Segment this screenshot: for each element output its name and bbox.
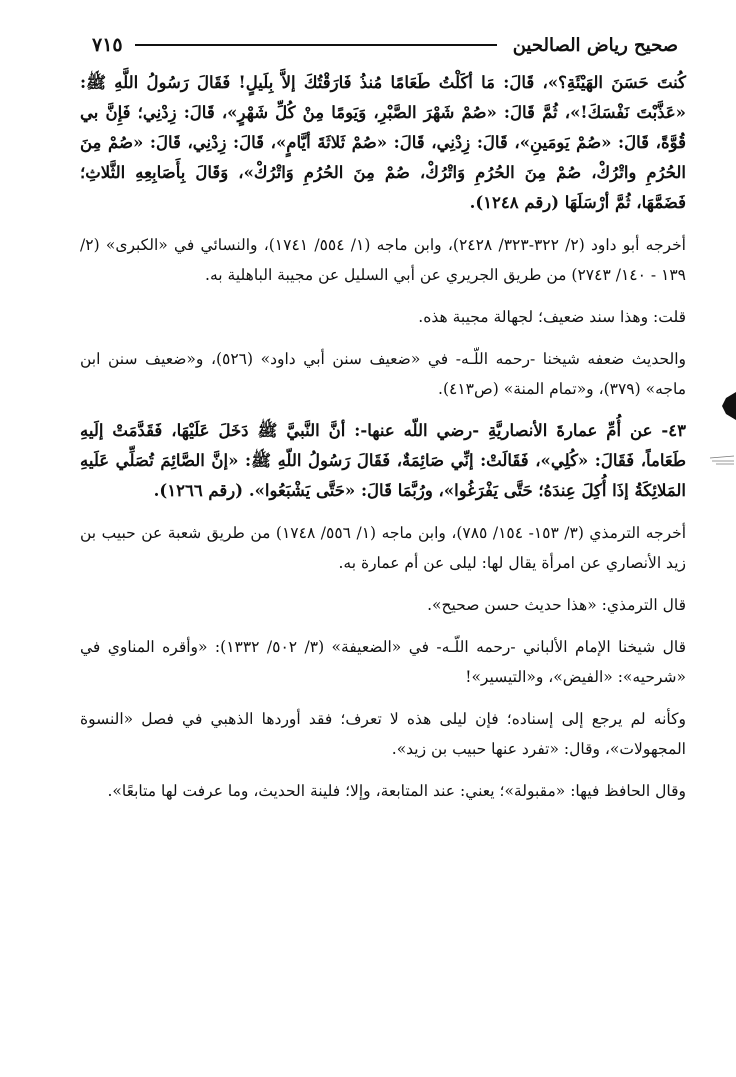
isnad-comment: قلت: وهذا سند ضعيف؛ لجهالة مجيبة هذه.	[418, 308, 686, 326]
page-edge-lines	[708, 455, 736, 465]
tirmidhi-grading: قال الترمذي: «هذا حديث حسن صحيح».	[427, 596, 686, 614]
albani-comment: قال شيخنا الإمام الألباني -رحمه اللّـه- في «الضعيفة» (٣/ ٥٠٢/ ١٣٣٢): «وأقره المناوي في «شرحيه»: «الفيض»، و«التيسير»!	[80, 638, 687, 686]
header-rule	[135, 44, 497, 46]
hafiz-comment: وقال الحافظ فيها: «مقبولة»؛ يعني: عند المتابعة، وإلا؛ فلينة الحديث، وما عرفت لها متابعًا».	[107, 782, 686, 800]
grading-note: والحديث ضعفه شيخنا -رحمه اللّـه- في «ضعيف سنن أبي داود» (٥٢٦)، و«ضعيف سنن ابن ماجه» (٣٧٩)، و«تمام المنة» (ص٤١٣).	[80, 350, 686, 398]
running-header	[92, 28, 678, 62]
takhrij-note: أخرجه أبو داود (٢/ ٣٢٢-٣٢٣/ ٢٤٢٨)، وابن ماجه (١/ ٥٥٤/ ١٧٤١)، والنسائي في «الكبرى» (٢/ ١٣٩ - ١٤٠/ ٢٧٤٣) من طريق الجريري عن أبي السليل عن مجيبة الباهلية به.	[80, 236, 686, 284]
takhrij-note-43: أخرجه الترمذي (٣/ ١٥٣- ١٥٤/ ٧٨٥)، وابن ماجه (١/ ٥٥٦/ ١٧٤٨) من طريق شعبة عن حبيب بن زيد الأنصاري عن امرأة يقال لها: ليلى عن أم عمارة به.	[80, 524, 687, 572]
page-number: ٧١٥	[92, 34, 123, 56]
book-title: صحيح رياض الصالحين	[512, 34, 678, 56]
hadith-text-continued: كُنتَ حَسَنَ الهَيْئَةِ؟»، قَالَ: مَا أكَلْتُ طَعَامًا مُنذُ فَارَقْتُكَ إلاَّ بِلَيلٍ! فَقَالَ رَسُولُ اللَّهِ ﷺ: «عَذَّبْتَ نَفْسَكَ!»، ثُمَّ قَالَ: «صُمْ شَهْرَ الصَّبْرِ، وَيَومًا مِنْ كُلِّ شَهْرٍ»، قَالَ: زِدْنِي؛ فَإِنَّ بي قُوَّةً، قَالَ: «صُمْ يَومَينِ»، قَالَ: زِدْنِي، قَالَ: «صُمْ ثَلاثَةَ أيَّامٍ»، قَالَ: زِدْنِي، قَالَ: «صُمْ مِنَ الحُرُمِ واتْرُكْ، صُمْ مِنَ الحُرُمِ وَاتْرُكْ، صُمْ مِنَ الحُرُمِ وَاتْرُكْ»، وَقَالَ بِأَصَابِعِهِ الثَّلاثِ؛ فَضَمَّهَا، ثُمَّ أرْسَلَهَا (رقم ١٢٤٨).	[80, 73, 686, 212]
hadith-43: ٤٣- عن أُمِّ عمارةَ الأنصاريَّةِ -رضي اللّه عنها-: أنَّ النَّبيَّ ﷺ دَخَلَ عَلَيْهَا، فَقَدَّمَتْ إلَيهِ طَعَاماً، فَقَالَ: «كُلِي»، فَقَالَتْ: إنِّي صَائِمَةٌ، فَقَالَ رَسُولُ اللّهِ ﷺ: «إنَّ الصَّائِمَ تُصَلِّي عَلَيهِ المَلائِكَةُ إذَا أُكِلَ عِندَهُ؛ حَتَّى يَفْرَغُوا»، ورُبَّمَا قَالَ: «حَتَّى يَشْبَعُوا». (رقم ١٢٦٦).	[80, 421, 686, 500]
page-body	[80, 68, 686, 806]
narrator-comment: وكأنه لم يرجع إلى إسناده؛ فإن ليلى هذه لا تعرف؛ فقد أوردها الذهبي في فصل «النسوة المجهولات»، وقال: «تفرد عنها حبيب بن زيد».	[80, 710, 686, 758]
page-edge-mark	[722, 392, 736, 420]
